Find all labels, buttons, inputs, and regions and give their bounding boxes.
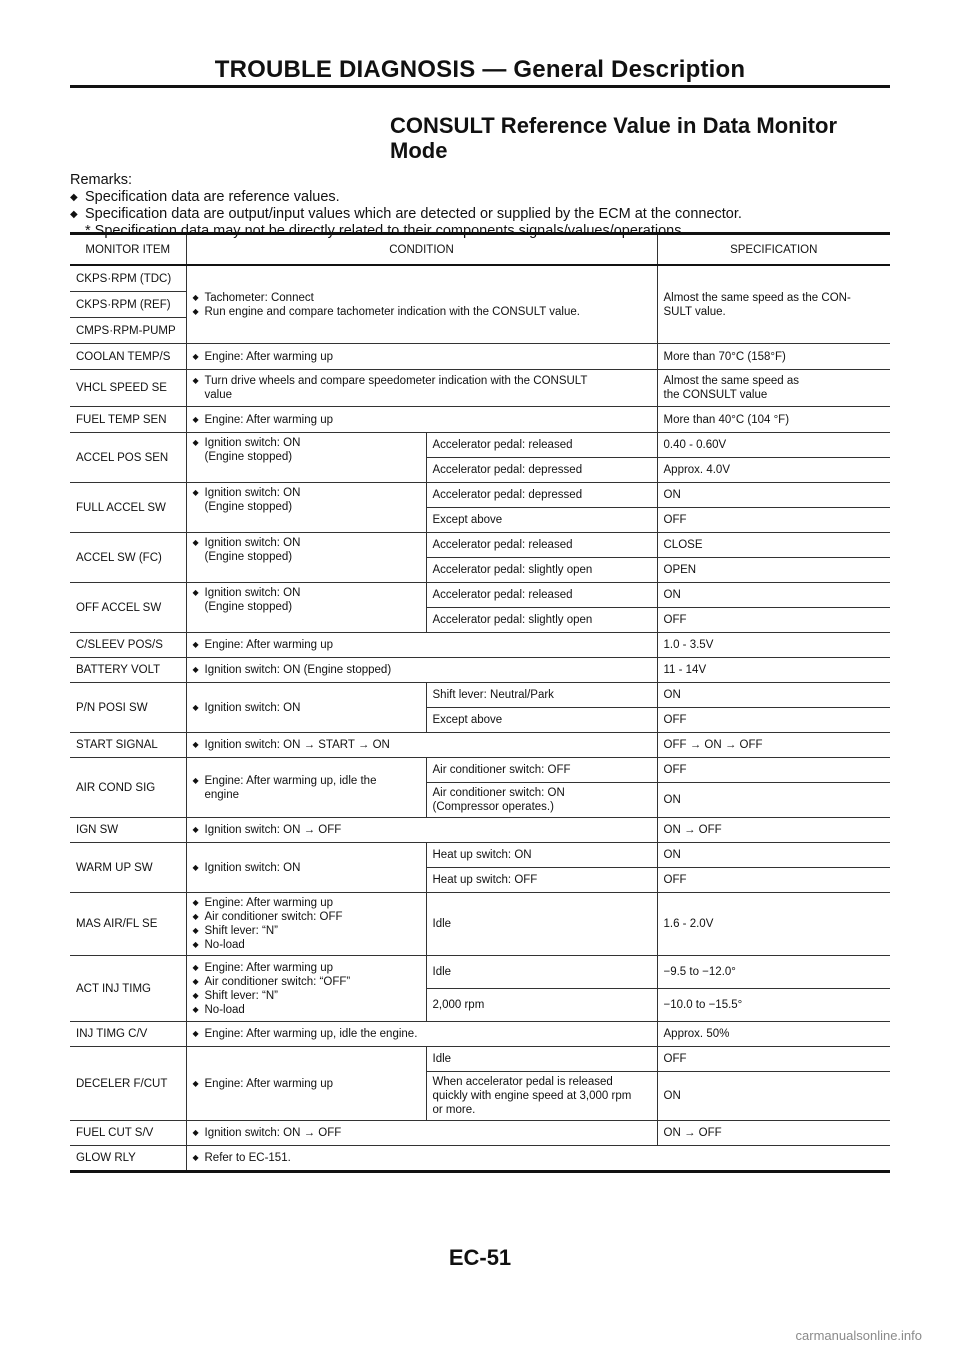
table-row [70,843,890,868]
condition-text: ◆ No-load [193,938,420,952]
condition-cell [186,658,657,683]
sub-condition-text: quickly with engine speed at 3,000 rpm [432,1090,632,1102]
monitor-item: MAS AIR/FL SE [70,893,186,956]
spec-cell: 1.6 - 2.0V [657,893,890,956]
spec-cell: 0.40 - 0.60V [657,433,890,458]
table-row [70,733,890,758]
table-row [70,533,890,558]
condition-cell [186,407,657,433]
spec-cell: OFF [657,758,890,783]
remarks [70,172,900,240]
condition-cell [186,758,426,818]
table-row [70,1146,890,1172]
remarks-note: * Specification data may not be directly related to their components signals/values/operations. [85,223,686,239]
sub-condition: Idle [426,1047,657,1072]
spec-text: Almost the same speed as the CON- [663,291,851,304]
spec-cell: OFF [657,1047,890,1072]
table-row [70,1022,890,1047]
sub-condition-text: or more. [432,1104,476,1116]
condition-cell [186,733,657,758]
spec-cell: ON [657,1072,890,1121]
table-row [70,658,890,683]
monitor-item: BATTERY VOLT [70,658,186,683]
condition-cell [186,1121,657,1146]
sub-condition-text: When accelerator pedal is released [432,1076,613,1088]
sub-condition: Heat up switch: OFF [426,868,657,893]
condition-text: ◆ Ignition switch: ON [193,536,420,550]
condition-text: ◆ Engine: After warming up, idle the [193,774,420,788]
condition-cell [186,533,426,583]
condition-text: ◆ Air conditioner switch: OFF [193,910,420,924]
condition-cell [186,1022,657,1047]
monitor-item: START SIGNAL [70,733,186,758]
monitor-item: GLOW RLY [70,1146,186,1172]
spec-text: SULT value. [663,305,726,318]
remarks-bullet [70,206,900,223]
sub-condition: 2,000 rpm [426,989,657,1022]
condition-cell [186,1047,426,1121]
condition-text: ◆ Ignition switch: ON → OFF [193,823,651,837]
condition-cell [186,818,657,843]
monitor-spec-table [70,232,890,1173]
page-number: EC-51 [448,1245,512,1270]
condition-cell [186,370,657,407]
sub-condition: Accelerator pedal: depressed [426,458,657,483]
monitor-item: ACT INJ TIMG [70,956,186,1022]
condition-text: ◆ No-load [193,1003,420,1017]
table-row [70,633,890,658]
spec-text: the CONSULT value [663,389,768,401]
sub-condition: Accelerator pedal: released [426,533,657,558]
monitor-item: DECELER F/CUT [70,1047,186,1121]
spec-cell [657,370,890,407]
condition-text: (Engine stopped) [204,451,293,463]
page-header: TROUBLE DIAGNOSIS — General Description [214,56,746,83]
header-condition: CONDITION [186,234,657,266]
condition-text: ◆ Engine: After warming up [193,896,420,910]
sub-condition: Idle [426,893,657,956]
condition-text: ◆ Ignition switch: ON (Engine stopped) [193,663,651,677]
sub-condition: Accelerator pedal: slightly open [426,608,657,633]
table-row [70,265,890,292]
sub-condition-text: Air conditioner switch: ON [432,787,565,799]
spec-cell [657,265,890,344]
sub-condition: Except above [426,508,657,533]
condition-text: ◆ Shift lever: “N” [193,989,420,1003]
condition-text: ◆ Ignition switch: ON → START → ON [193,738,651,752]
table-row [70,433,890,458]
monitor-item: COOLAN TEMP/S [70,344,186,370]
monitor-item: FULL ACCEL SW [70,483,186,533]
condition-text: ◆ Engine: After warming up [193,350,651,364]
condition-text: ◆ Engine: After warming up [193,413,651,427]
spec-cell: ON [657,783,890,818]
condition-text: engine [204,788,240,801]
condition-text: ◆ Ignition switch: ON [193,436,420,450]
condition-cell [186,956,426,1022]
condition-cell [186,893,426,956]
sub-condition-text: (Compressor operates.) [432,801,554,813]
sub-condition [426,783,657,818]
monitor-item: ACCEL SW (FC) [70,533,186,583]
condition-cell [186,1146,890,1172]
spec-cell: Approx. 4.0V [657,458,890,483]
monitor-item: INJ TIMG C/V [70,1022,186,1047]
spec-cell: More than 40°C (104 °F) [657,407,890,433]
condition-text: ◆ Turn drive wheels and compare speedometer indication with the CONSULT [193,374,651,388]
spec-cell: OFF → ON → OFF [657,733,890,758]
spec-cell: CLOSE [657,533,890,558]
sub-condition: Heat up switch: ON [426,843,657,868]
condition-text: ◆ Shift lever: “N” [193,924,420,938]
sub-condition [426,1072,657,1121]
table-row [70,483,890,508]
condition-cell [186,683,426,733]
table-row [70,1047,890,1072]
condition-text: ◆ Ignition switch: ON [193,486,420,500]
condition-text: ◆ Engine: After warming up [193,1077,420,1091]
table-row [70,893,890,956]
condition-cell [186,483,426,533]
condition-text: ◆ Tachometer: Connect [193,291,651,305]
spec-cell: ON → OFF [657,1121,890,1146]
sub-condition: Accelerator pedal: released [426,583,657,608]
spec-cell: 1.0 - 3.5V [657,633,890,658]
table-row [70,370,890,407]
condition-text: value [204,389,232,401]
header-specification: SPECIFICATION [657,234,890,266]
spec-cell: 11 - 14V [657,658,890,683]
monitor-item: IGN SW [70,818,186,843]
monitor-item: CKPS·RPM (REF) [70,292,186,318]
spec-cell: OFF [657,608,890,633]
condition-cell [186,344,657,370]
monitor-item: VHCL SPEED SE [70,370,186,407]
table-row [70,683,890,708]
monitor-item: FUEL CUT S/V [70,1121,186,1146]
monitor-item: ACCEL POS SEN [70,433,186,483]
header-rule [70,85,890,88]
sub-condition: Accelerator pedal: slightly open [426,558,657,583]
spec-cell: ON [657,583,890,608]
table-row [70,1121,890,1146]
condition-text: ◆ Ignition switch: ON [193,586,420,600]
monitor-item: CKPS·RPM (TDC) [70,265,186,292]
condition-text: (Engine stopped) [204,551,293,563]
monitor-item: WARM UP SW [70,843,186,893]
sub-condition: Idle [426,956,657,989]
condition-cell [186,433,426,483]
header-monitor-item: MONITOR ITEM [70,234,186,266]
table-row [70,758,890,783]
monitor-item: P/N POSI SW [70,683,186,733]
spec-cell: Approx. 50% [657,1022,890,1047]
table-row [70,344,890,370]
spec-cell: ON [657,483,890,508]
table-header-row [70,234,890,266]
monitor-item: AIR COND SIG [70,758,186,818]
condition-text: ◆ Ignition switch: ON → OFF [193,1126,651,1140]
monitor-item: FUEL TEMP SEN [70,407,186,433]
condition-text: ◆ Ignition switch: ON [193,701,420,715]
remarks-bullet-text: Specification data are reference values. [85,189,340,205]
spec-cell: OFF [657,508,890,533]
spec-cell: ON [657,843,890,868]
sub-condition: Shift lever: Neutral/Park [426,683,657,708]
spec-cell: ON [657,683,890,708]
condition-text: ◆ Engine: After warming up [193,961,420,975]
watermark: carmanualsonline.info [795,1328,922,1343]
remarks-bullet [70,189,900,206]
condition-text: (Engine stopped) [204,501,293,513]
table-row [70,956,890,989]
section-title-line2: Mode [390,138,448,163]
sub-condition: Air conditioner switch: OFF [426,758,657,783]
condition-cell [186,265,657,344]
spec-cell: ON → OFF [657,818,890,843]
sub-condition: Accelerator pedal: depressed [426,483,657,508]
remarks-bullet-text: Specification data are output/input values which are detected or supplied by the ECM at the connector. [85,206,742,222]
spec-text: Almost the same speed as [663,375,800,387]
spec-cell: −9.5 to −12.0° [657,956,890,989]
condition-text: ◆ Refer to EC-151. [193,1151,885,1165]
table-row [70,583,890,608]
sub-condition: Except above [426,708,657,733]
condition-cell [186,843,426,893]
condition-text: (Engine stopped) [204,601,293,613]
condition-cell [186,633,657,658]
condition-text: ◆ Ignition switch: ON [193,861,420,875]
sub-condition: Accelerator pedal: released [426,433,657,458]
section-title [390,113,860,163]
spec-cell: OPEN [657,558,890,583]
condition-text: ◆ Engine: After warming up, idle the engine. [193,1027,651,1041]
spec-cell: OFF [657,868,890,893]
condition-text: ◆ Run engine and compare tachometer indication with the CONSULT value. [193,305,651,319]
condition-cell [186,583,426,633]
monitor-item: CMPS·RPM-PUMP [70,318,186,344]
table-row [70,818,890,843]
remarks-heading: Remarks: [70,172,133,188]
condition-text: ◆ Engine: After warming up [193,638,651,652]
monitor-item: C/SLEEV POS/S [70,633,186,658]
condition-text: ◆ Air conditioner switch: “OFF” [193,975,420,989]
spec-cell: −10.0 to −15.5° [657,989,890,1022]
spec-cell: More than 70°C (158°F) [657,344,890,370]
table-row [70,407,890,433]
monitor-item: OFF ACCEL SW [70,583,186,633]
spec-cell: OFF [657,708,890,733]
section-title-line1: CONSULT Reference Value in Data Monitor [390,113,838,138]
